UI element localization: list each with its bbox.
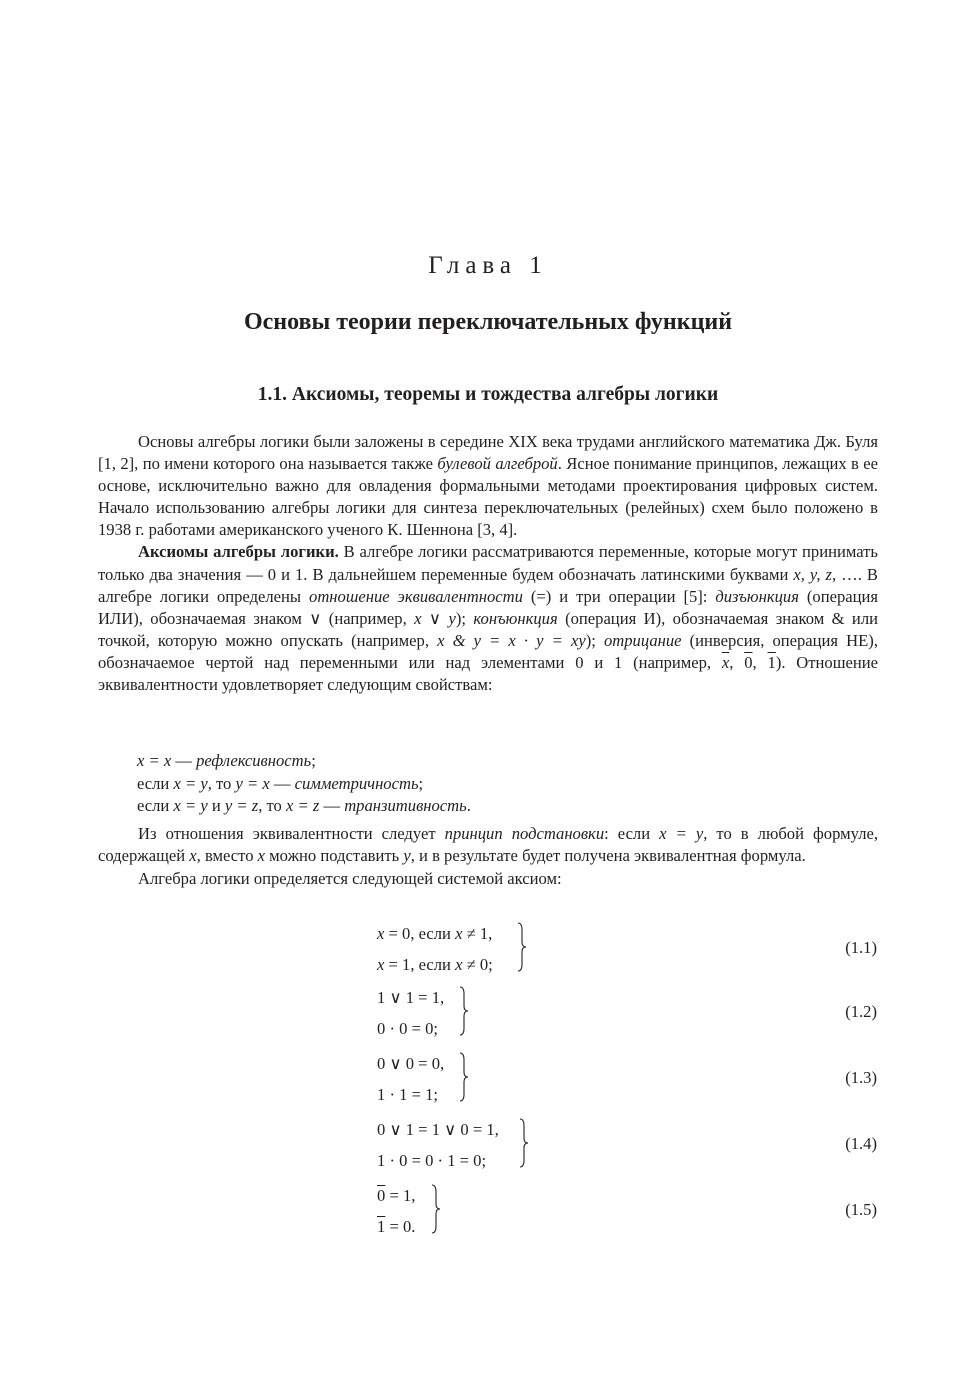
para2-text-e: ); [455, 608, 474, 628]
eq-var: x [455, 955, 463, 974]
eq-text: = 0, если [384, 924, 456, 943]
para3-text-f: , и в результате будет получена эквивалентная формула. [410, 846, 806, 866]
property-symmetry [137, 773, 471, 796]
term-conjunction: конъюнкция [473, 608, 558, 628]
property-name: рефлексивность [196, 751, 312, 770]
equation-line-2: 0 · 0 = 0; [377, 1019, 438, 1038]
paragraph-intro [98, 431, 878, 541]
eq-var: x [377, 955, 385, 974]
property-and: и [207, 796, 225, 815]
para2-text-c: (=) и три операции [5]: [522, 586, 716, 606]
property-dash: — [269, 773, 295, 793]
body-text-block-2 [98, 823, 878, 890]
property-dash: — [319, 796, 345, 815]
eq-negated-value: 1 [377, 1217, 386, 1236]
para3-var-3: y [403, 846, 411, 866]
equation-line-1: 0 ∨ 0 = 0, [377, 1054, 445, 1073]
property-mid: , то [258, 796, 286, 815]
equation-line-2 [377, 1217, 415, 1237]
property-cond: x = y [173, 773, 208, 793]
chapter-title: Основы теории переключательных функций [243, 309, 733, 335]
chapter-label: Глава 1 [428, 252, 548, 279]
property-formula: x = x [137, 751, 172, 770]
para2-vars: x, y, z [793, 564, 832, 584]
term-boolean-algebra: булевой алгеброй [437, 454, 558, 474]
para2-text-h: (инверсия, операция НЕ), обозначаемое чертой над переменными или над элементами 0 и 1 (например, [98, 630, 878, 672]
para2-text-b: , …. В алгебре логики определены [98, 564, 878, 606]
para3-var-1: x [189, 846, 197, 866]
axioms-heading: Аксиомы алгебры логики. [138, 542, 339, 562]
eq-text: = 1, [385, 1186, 416, 1205]
property-cond: x = y [173, 796, 208, 815]
equation-number: (1.2) [845, 1002, 877, 1021]
property-cond2: y = z [224, 796, 259, 815]
property-pre: если [137, 773, 174, 793]
para2-text-k: ). Отношение эквивалентности удовлетворяет следующим свойствам: [98, 652, 878, 695]
equation-number: (1.3) [845, 1068, 877, 1087]
para1-text-b: . Ясное понимание принципов, лежащих в ее основе, исключительно важно для овладения формальными методами проектирования цифровых систем. Начало использованию алгебры логики для синтеза переключательных (релейных) схем было положено в 1938 г. работами американского ученого К. Шеннона [3, 4]. [98, 454, 878, 540]
equation-line-1: 1 ∨ 1 = 1, [377, 988, 445, 1007]
example-disjunction: x ∨ y [414, 608, 456, 628]
eq-text: ≠ 1, [462, 924, 493, 943]
example-not-x: $\overline{x}$ [721, 652, 730, 672]
right-brace-icon [519, 1118, 529, 1168]
para2-text-a: В алгебре логики рассматриваются переменные, которые могут принимать только два значения — 0 и 1. В дальнейшем переменные будем обозначать латинскими буквами [98, 542, 878, 584]
para3-text-a: Из отношения эквивалентности следует [138, 824, 445, 843]
property-reflexivity [137, 750, 471, 773]
eq-var: x [377, 924, 385, 943]
eq-text: = 0. [385, 1217, 416, 1236]
para3-text-b: : если [604, 824, 660, 843]
body-text-block-1 [98, 431, 878, 696]
eq-text: = 1, если [384, 955, 456, 974]
para1-text-a: Основы алгебры логики были заложены в середине XIX века трудами английского математика Дж. Буля [1, 2], по имени которого она называется также [98, 432, 878, 474]
property-formula: y = x [235, 773, 270, 793]
property-end: ; [418, 773, 424, 793]
paragraph-axioms: Аксиомы алгебры логики. В алгебре логики рассматриваются переменные, которые могут принимать только два значения — 0 и 1. В дальнейшем переменные будем обозначать латинскими буквами x, y, z, …. В алгебре логики определены отношение эквивалентности (=) и три операции [5]: дизъюнкция (операция ИЛИ), обозначаемая знаком ∨ (например, x ∨ y); конъюнкция (операция И), обозначаемая знаком & или точкой, которую можно опускать (например, x & y = x · y = xy); отрицание (инверсия, операция НЕ), обозначаемое чертой над переменными или над элементами 0 и 1 (например, $\overline{x}$, 0, 1). Отношение эквивалентности удовлетворяет следующим свойствам: [98, 542, 878, 695]
property-pre: если [137, 796, 174, 815]
equation-line-1 [377, 1186, 415, 1206]
right-brace-icon [459, 1052, 469, 1102]
eq-negated-value: 0 [377, 1186, 386, 1205]
example-conjunction: x & y = x · y = xy [437, 630, 586, 650]
para3-formula: x = y [659, 824, 704, 843]
equivalence-properties [137, 750, 471, 818]
property-mid: , то [207, 773, 236, 793]
paragraph-substitution [98, 823, 878, 867]
equation-line-2: 1 · 1 = 1; [377, 1085, 438, 1104]
property-transitivity [137, 795, 471, 818]
example-not-zero: 0 [744, 652, 753, 672]
para2-text-d: (операция ИЛИ), обозначаемая знаком ∨ (например, [98, 586, 878, 628]
paragraph-axiom-system: Алгебра логики определяется следующей системой аксиом: [138, 869, 562, 889]
property-end: . [466, 796, 471, 815]
para3-text-c: , то в любой формуле, содержащей [98, 824, 878, 866]
section-title: 1.1. Аксиомы, теоремы и тождества алгебры логики [257, 384, 719, 405]
para2-text-f: (операция И), обозначаемая знаком & или точкой, которую можно опускать (например, [98, 608, 878, 650]
property-formula: x = z [285, 796, 320, 815]
term-disjunction: дизъюнкция [715, 586, 799, 606]
right-brace-icon [459, 986, 469, 1036]
property-end: ; [311, 751, 316, 770]
equation-number: (1.5) [845, 1200, 877, 1219]
term-equivalence: отношение эквивалентности [309, 586, 523, 606]
eq-var: x [455, 924, 463, 943]
equation-number: (1.4) [845, 1134, 877, 1153]
property-name: транзитивность [344, 796, 467, 815]
equation-line-2: 1 · 0 = 0 · 1 = 0; [377, 1151, 487, 1170]
para3-text-d: , вместо [196, 846, 258, 866]
right-brace-icon [431, 1184, 441, 1234]
equation-line-2 [377, 955, 493, 975]
para3-var-2: x [257, 846, 266, 866]
term-substitution: принцип подстановки [444, 824, 605, 843]
eq-text: ≠ 0; [462, 955, 493, 974]
right-brace-icon [517, 922, 527, 972]
property-dash: — [171, 751, 197, 770]
para3-text-e: можно подставить [265, 846, 404, 866]
equation-number: (1.1) [845, 938, 877, 957]
equation-line-1: 0 ∨ 1 = 1 ∨ 0 = 1, [377, 1120, 499, 1139]
property-name: симметричность [294, 773, 419, 793]
equation-line-1 [377, 924, 492, 944]
term-negation: отрицание [603, 630, 682, 650]
para2-text-g: ); [585, 630, 604, 650]
example-not-one: 1 [767, 652, 776, 672]
